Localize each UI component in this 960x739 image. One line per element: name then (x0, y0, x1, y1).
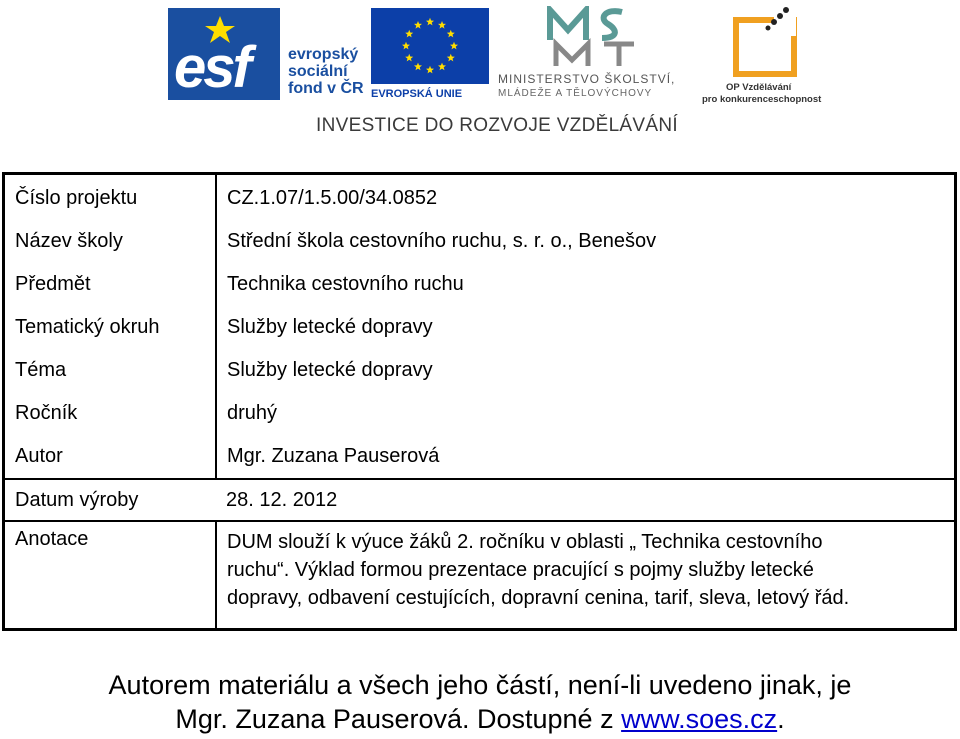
row-label: Číslo projektu (4, 174, 217, 221)
table-row (4, 392, 956, 435)
eu-star-icon (426, 18, 434, 26)
row-value: Technika cestovního ruchu (227, 273, 464, 295)
date-row (4, 479, 956, 521)
op-mark-icon (700, 6, 830, 80)
eu-star-icon (438, 21, 446, 29)
table-row (4, 349, 956, 392)
esf-line2: sociální (288, 63, 348, 80)
annotation-line1: DUM slouží k výuce žáků 2. ročníku v oblasti „ Technika cestovního (227, 531, 823, 553)
footer-line2 (0, 702, 960, 736)
annotation-line2: ruchu“. Výklad formou prezentace pracující s pojmy služby letecké (227, 559, 814, 581)
eu-star-icon (426, 66, 434, 74)
esf-line3: fond v ČR (288, 80, 364, 97)
eu-star-icon (405, 30, 413, 38)
esf-brand: esf (174, 35, 249, 100)
annotation-value (216, 521, 956, 630)
footer-line1: Autorem materiálu a všech jeho částí, není-li uvedeno jinak, je (108, 670, 852, 700)
table-row (4, 220, 956, 263)
op-logo (700, 6, 830, 105)
row-label: Předmět (4, 263, 217, 306)
esf-logo (168, 8, 390, 100)
eu-star-icon (405, 54, 413, 62)
tagline (0, 115, 960, 137)
annotation-line3: dopravy, odbavení cestujících, dopravní cenina, tarif, sleva, letový řád. (227, 587, 850, 609)
footer-prefix: Mgr. Zuzana Pauserová. Dostupné z (175, 704, 622, 734)
eu-logo (371, 8, 489, 100)
esf-block (168, 8, 280, 100)
date-value: 28. 12. 2012 (216, 479, 956, 521)
op-line2: pro konkurenceschopnost (702, 94, 822, 105)
annotation-text (227, 528, 944, 612)
row-label: Název školy (4, 220, 217, 263)
esf-line1: evropský (288, 46, 359, 63)
row-value: Služby letecké dopravy (227, 359, 433, 381)
row-value: Služby letecké dopravy (227, 316, 433, 338)
row-value: Střední škola cestovního ruchu, s. r. o., Benešov (227, 230, 657, 252)
msmt-line2: MLÁDEŽE A TĚLOVÝCHOVY (498, 88, 653, 99)
tagline-text: INVESTICE DO ROZVOJE VZDĚLÁVÁNÍ (316, 115, 678, 136)
row-label: Ročník (4, 392, 217, 435)
eu-star-icon (438, 63, 446, 71)
esf-words (288, 46, 364, 97)
eu-star-icon (402, 42, 410, 50)
footer-link[interactable]: www.soes.cz (621, 704, 778, 734)
logo-bar (0, 0, 960, 140)
row-value: CZ.1.07/1.5.00/34.0852 (227, 187, 438, 209)
eu-star-icon (414, 63, 422, 71)
op-line1: OP Vzdělávání (726, 82, 792, 93)
annotation-row (4, 521, 956, 630)
table-row (4, 306, 956, 349)
eu-star-icon (447, 54, 455, 62)
row-value: druhý (227, 402, 278, 424)
row-value: Mgr. Zuzana Pauserová (227, 445, 440, 467)
eu-label: EVROPSKÁ UNIE (371, 88, 463, 100)
project-info-table (2, 172, 957, 631)
table-row (4, 435, 956, 479)
date-label: Datum výroby (4, 479, 217, 521)
table-row (4, 174, 956, 221)
msmt-line1: MINISTERSTVO ŠKOLSTVÍ, (498, 72, 676, 86)
table-row (4, 263, 956, 306)
footer-suffix: . (777, 704, 785, 734)
msmt-logo (498, 6, 694, 102)
row-label: Autor (4, 435, 217, 479)
row-label: Tematický okruh (4, 306, 217, 349)
footer (0, 668, 960, 736)
eu-flag-icon (371, 8, 489, 84)
eu-star-icon (447, 30, 455, 38)
eu-star-icon (414, 21, 422, 29)
annotation-label: Anotace (4, 521, 217, 630)
msmt-mark-icon (546, 6, 646, 68)
eu-star-icon (450, 42, 458, 50)
row-label: Téma (4, 349, 217, 392)
